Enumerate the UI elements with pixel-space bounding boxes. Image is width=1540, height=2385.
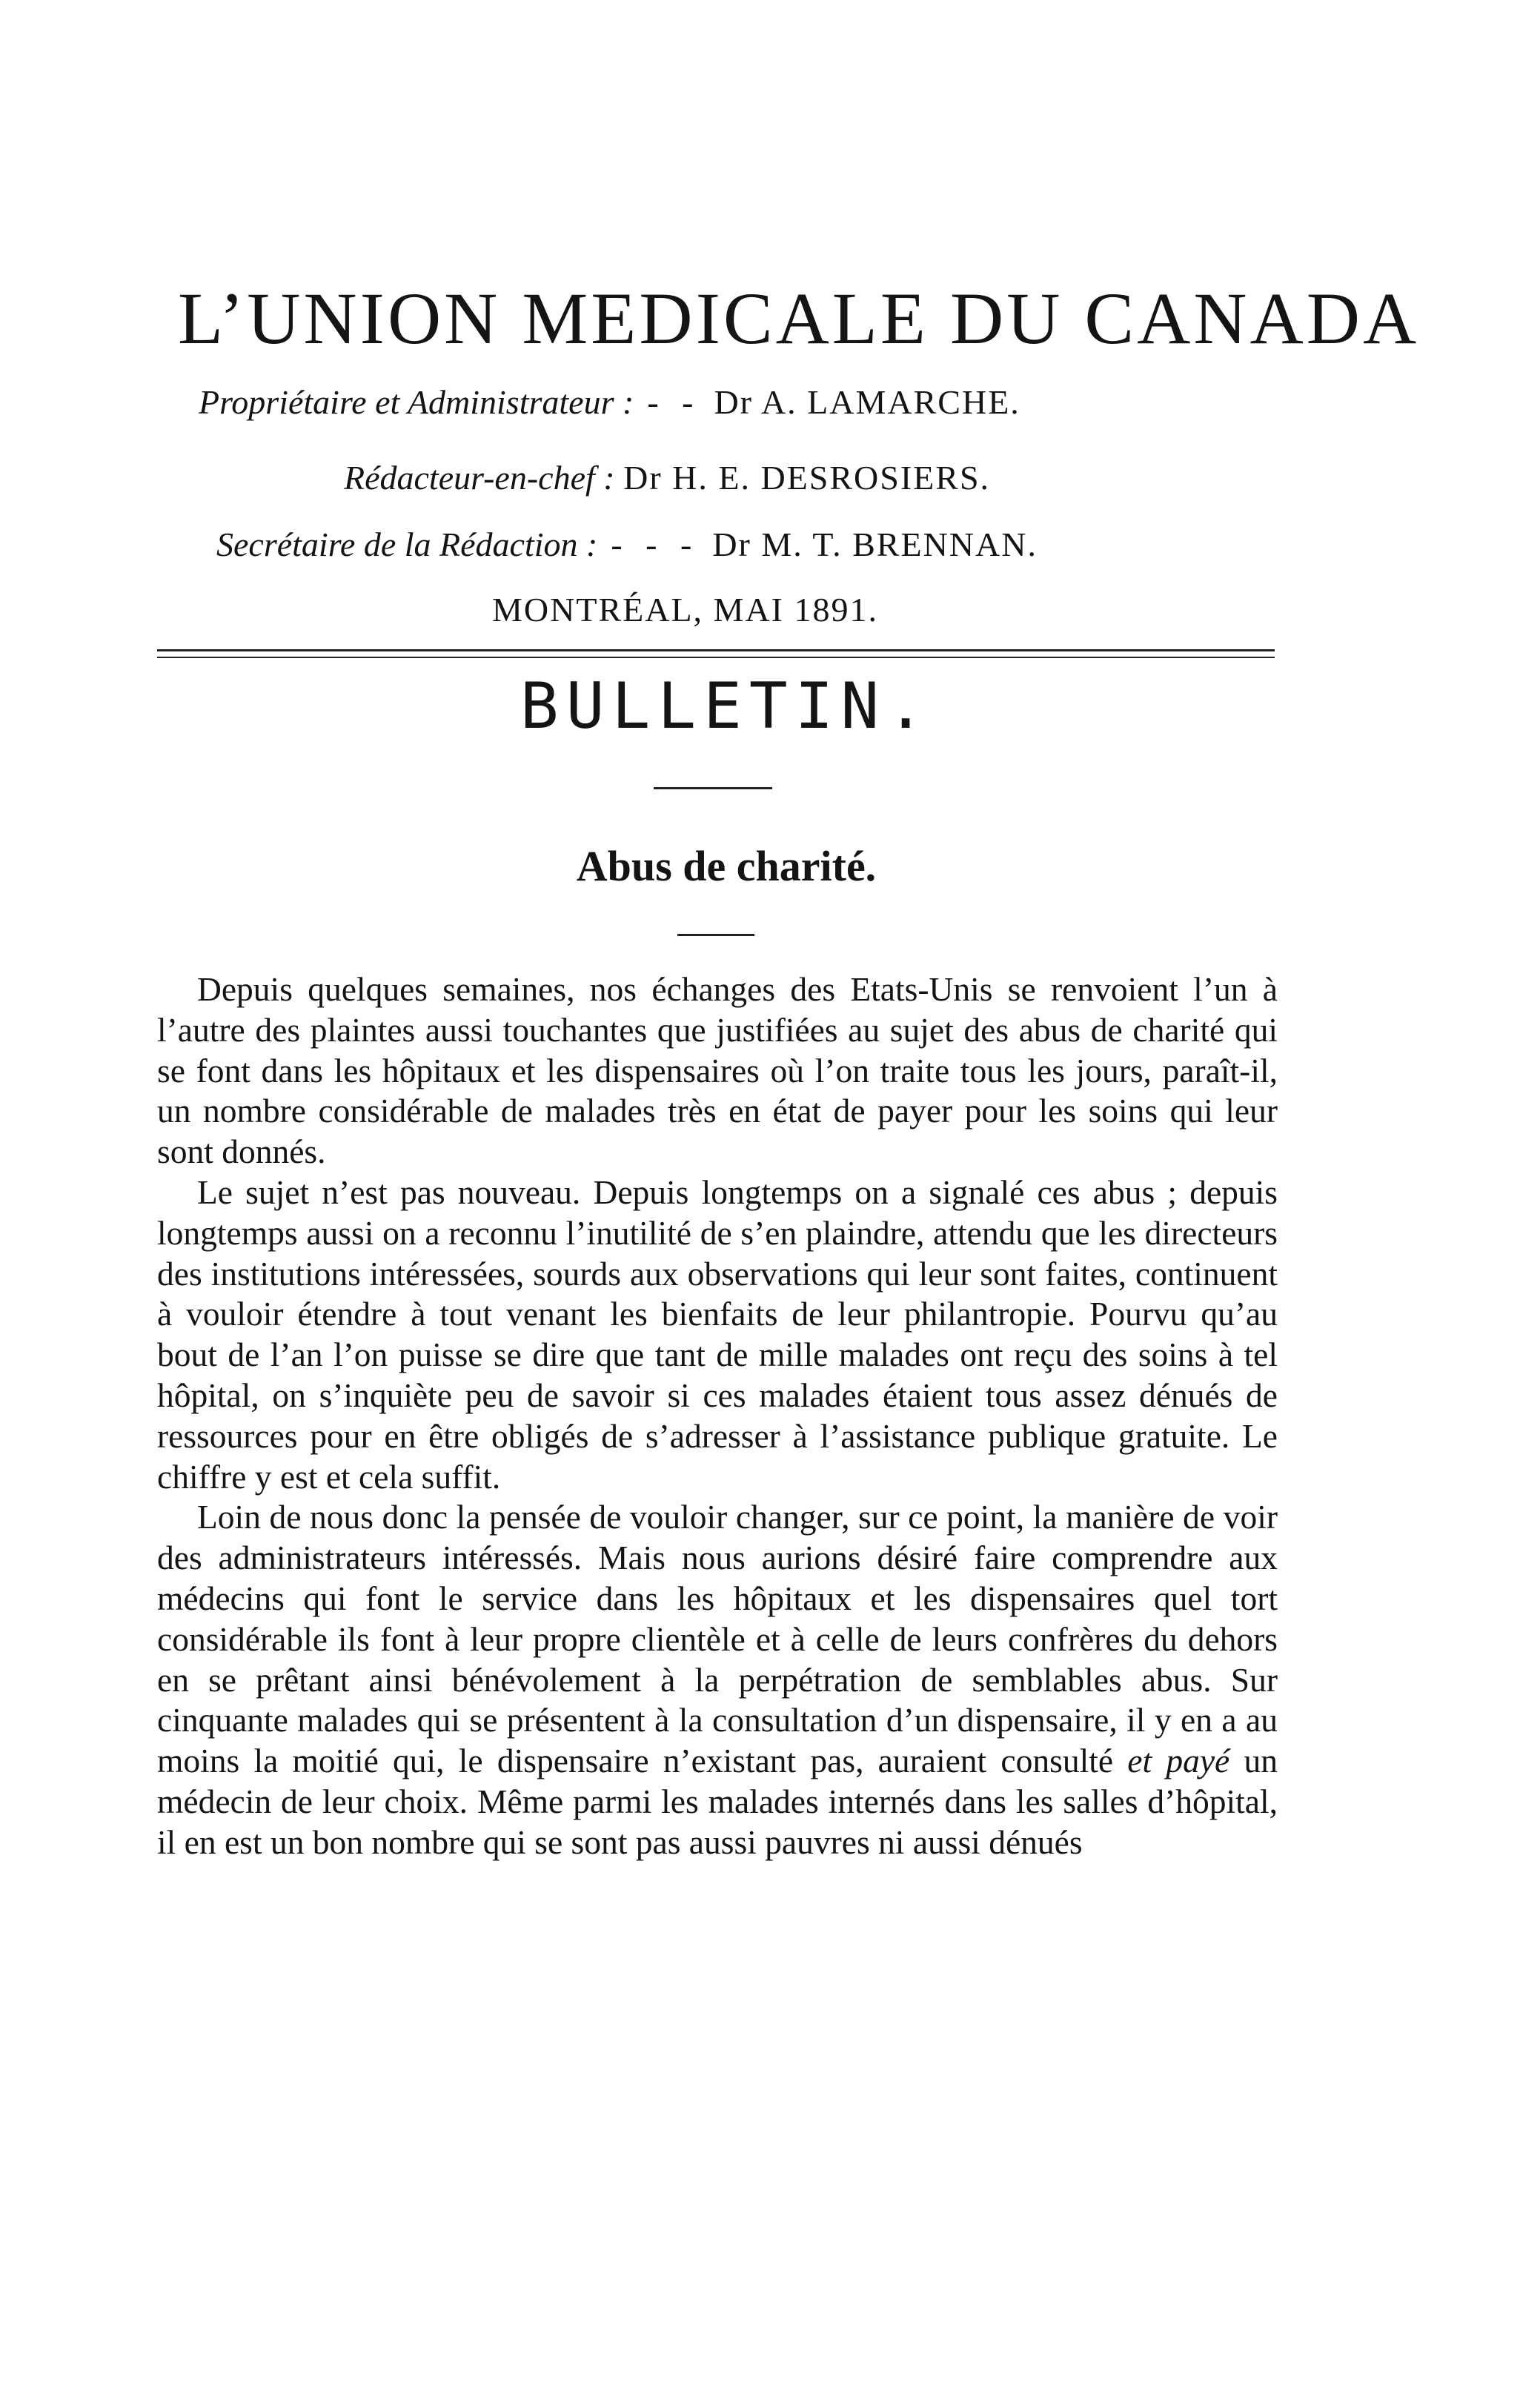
secretary-line <box>216 525 1038 563</box>
article-body <box>157 969 1278 1863</box>
dateline: MONTRÉAL, MAI 1891. <box>492 591 878 628</box>
proprietor-line <box>199 385 1020 419</box>
secretary-name: Dr M. T. BRENNAN. <box>712 525 1038 563</box>
editor-role: Rédacteur-en-chef : <box>344 459 615 497</box>
journal-title: L’UNION MEDICALE DU CANADA <box>178 277 1420 359</box>
secretary-role: Secrétaire de la Rédaction : <box>216 525 598 563</box>
header-rule-bottom <box>157 657 1275 658</box>
article-title: Abus de charité. <box>576 842 877 890</box>
paragraph: Depuis quelques semaines, nos échanges des Etats-Unis se renvoient l’un à l’autre des plaintes aussi touchantes que justifiées au sujet des abus de charité qui se font dans les hôpitaux et les dispensaires où l’on traite tous les jours, paraît-il, un nombre considérable de malades très en état de payer pour les soins qui leur sont donnés. <box>157 970 1278 1171</box>
bulletin-heading: BULLETIN. <box>520 669 932 743</box>
secretary-dashes: - - - <box>611 525 700 563</box>
paragraph-text: un médecin de leur choix. Même parmi les malades internés dans les salles d’hôpital, il en est un bon nombre qui se sont pas aussi pauvres ni aussi dénués <box>157 1742 1278 1861</box>
editor-line <box>344 461 990 495</box>
paragraph: Le sujet n’est pas nouveau. Depuis longtemps on a signalé ces abus ; depuis longtemps aussi on a reconnu l’inutilité de s’en plaindre, attendu que les directeurs des institutions intéressées, sourds aux observations qui leur sont faites, continuent à vouloir étendre à tout venant les bienfaits de leur philantropie. Pourvu qu’au bout de l’an l’on puisse se dire que tant de mille malades ont reçu des soins à tel hôpital, on s’inquiète peu de savoir si ces malades étaient tous assez dénués de ressources pour en être obligés de s’adresser à l’assistance publique gratuite. Le chiffre y est et cela suffit. <box>157 1172 1278 1496</box>
proprietor-name: Dr A. LAMARCHE. <box>714 383 1020 421</box>
paragraph-text: Loin de nous donc la pensée de vouloir changer, sur ce point, la manière de voir des administrateurs intéressés. Mais nous aurions désiré faire comprendre aux médecins qui font le service dans les hôpitaux et les dispensaires quel tort considérable ils font à leur propre clientèle et à celle de leurs confrères du dehors en se prêtant ainsi bénévolement à la perpétration de semblables abus. Sur cinquante malades qui se présentent à la consultation d’un dispensaire, il y en a au moins la moitié qui, le dispensaire n’existant pas, auraient consulté <box>157 1498 1278 1780</box>
editor-name: Dr H. E. DESROSIERS. <box>623 459 991 497</box>
divider-rule <box>654 787 772 789</box>
paragraph <box>157 1497 1278 1862</box>
proprietor-role: Propriétaire et Administrateur : <box>199 383 634 421</box>
proprietor-dashes: - - <box>647 383 701 421</box>
divider-rule <box>677 934 754 936</box>
header-rule-top <box>157 649 1275 651</box>
emphasis-text: et payé <box>1127 1742 1230 1780</box>
